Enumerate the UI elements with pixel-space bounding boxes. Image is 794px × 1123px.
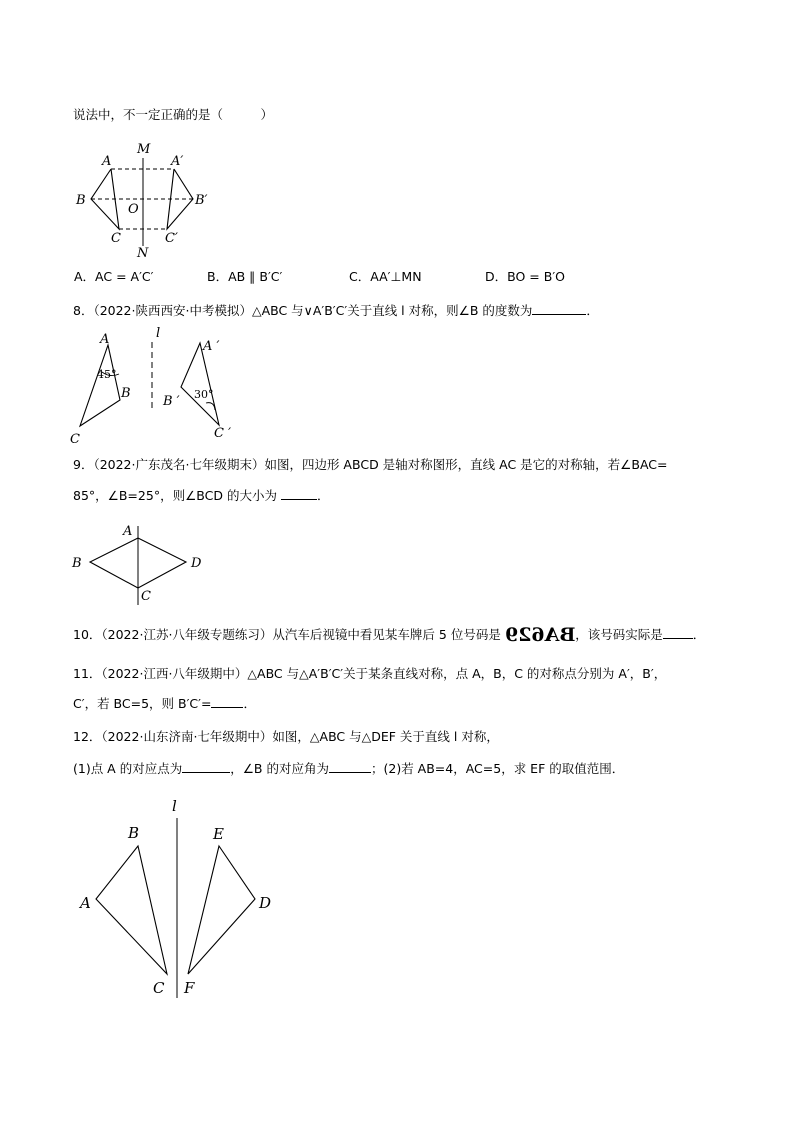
q11-end: ． <box>243 696 256 711</box>
q12-label-C: C <box>153 979 165 997</box>
q12-blank-2[interactable] <box>329 760 371 773</box>
q12-part1a: (1)点 A 的对应点为 <box>73 761 183 776</box>
q12-blank-1[interactable] <box>182 760 230 773</box>
q8-label-B: B <box>121 386 131 401</box>
q10-before: 10．（2022·江苏·八年级专题练习）从汽车后视镜中看见某车牌后 5 位号码是 <box>73 627 501 642</box>
q9-line1: 9．（2022·广东茂名·七年级期末）如图，四边形 ABCD 是轴对称图形，直线 AC 是它的对称轴，若∠BAC= <box>73 457 668 472</box>
q9-label-B: B <box>72 556 82 571</box>
q9-label-A: A <box>123 524 133 539</box>
q10-mirrored-plate: BA629 <box>504 624 576 646</box>
q12-label-D: D <box>259 894 272 912</box>
q11-line2 <box>73 695 256 712</box>
q8-label-A2: A ′ <box>203 339 220 354</box>
q7-label-C2: C′ <box>165 231 178 246</box>
q7-label-B: B <box>76 193 86 208</box>
q9-answer-blank[interactable] <box>281 487 317 500</box>
q8-angle-30: 30° <box>194 388 214 401</box>
q12-label-l: l <box>172 797 177 815</box>
q7-option-d: D．BO = B′O <box>485 269 565 284</box>
q8-figure <box>68 322 238 447</box>
q7-label-C: C <box>111 231 121 246</box>
q8-stem: 8．（2022·陕西西安·中考模拟）△ABC 与∨A′B′C′关于直线 l 对称，则∠B 的度数为 <box>73 303 533 318</box>
q12-label-F: F <box>184 979 195 997</box>
q8-label-B2: B ′ <box>163 394 180 409</box>
q7-option-b: B．AB ∥ B′C′ <box>207 269 283 284</box>
q8-label-A: A <box>100 332 110 347</box>
q7-label-A: A <box>102 154 112 169</box>
q8-answer-blank[interactable] <box>532 302 586 315</box>
q9-label-C: C <box>141 589 151 604</box>
q12-figure <box>75 795 295 1005</box>
q7-label-A2: A′ <box>171 154 184 169</box>
q9-end: ． <box>316 488 330 503</box>
q8-label-C: C <box>70 432 80 447</box>
q10-after: ，该号码实际是 <box>575 627 663 642</box>
q7-option-a: A．AC = A′C′ <box>74 269 154 284</box>
q8-stem-line <box>73 302 599 319</box>
q8-label-l: l <box>156 326 161 341</box>
q9-label-D: D <box>191 556 202 571</box>
q7-label-M: M <box>137 142 151 157</box>
q8-label-C2: C ′ <box>214 426 232 441</box>
q10-end: ． <box>692 627 706 642</box>
q11-answer-blank[interactable] <box>211 695 243 708</box>
q7-option-c: C．AA′⊥MN <box>349 269 422 284</box>
q9-line2 <box>73 487 329 504</box>
q7-label-B2: B′ <box>195 193 208 208</box>
q12-part1c: ；(2)若 AB=4，AC=5，求 EF 的取值范围． <box>370 761 625 776</box>
q11-line2-text: C′，若 BC=5，则 B′C′= <box>73 696 212 711</box>
q12-label-A: A <box>80 894 91 912</box>
q10-line <box>73 624 706 646</box>
q12-label-B: B <box>128 824 140 842</box>
q12-line1: 12．（2022·山东济南·七年级期中）如图，△ABC 与△DEF 关于直线 l 对称， <box>73 729 499 744</box>
q10-answer-blank[interactable] <box>663 626 693 639</box>
q12-line2 <box>73 760 624 777</box>
q12-part1b: ，∠B 的对应角为 <box>230 761 329 776</box>
q8-end: ． <box>586 303 599 318</box>
q8-angle-45: 45° <box>97 368 117 381</box>
q7-label-N: N <box>137 246 149 261</box>
q7-stem: 说法中，不一定正确的是（ ） <box>73 107 274 122</box>
q7-figure <box>72 140 212 260</box>
q9-figure <box>70 520 210 610</box>
q7-label-O: O <box>128 202 139 217</box>
q9-line2-text: 85°，∠B=25°，则∠BCD 的大小为 <box>73 488 277 503</box>
q11-line1: 11．（2022·江西·八年级期中）△ABC 与△A′B′C′关于某条直线对称，点 A，B，C 的对称点分别为 A′，B′， <box>73 666 667 681</box>
q12-label-E: E <box>213 825 224 843</box>
